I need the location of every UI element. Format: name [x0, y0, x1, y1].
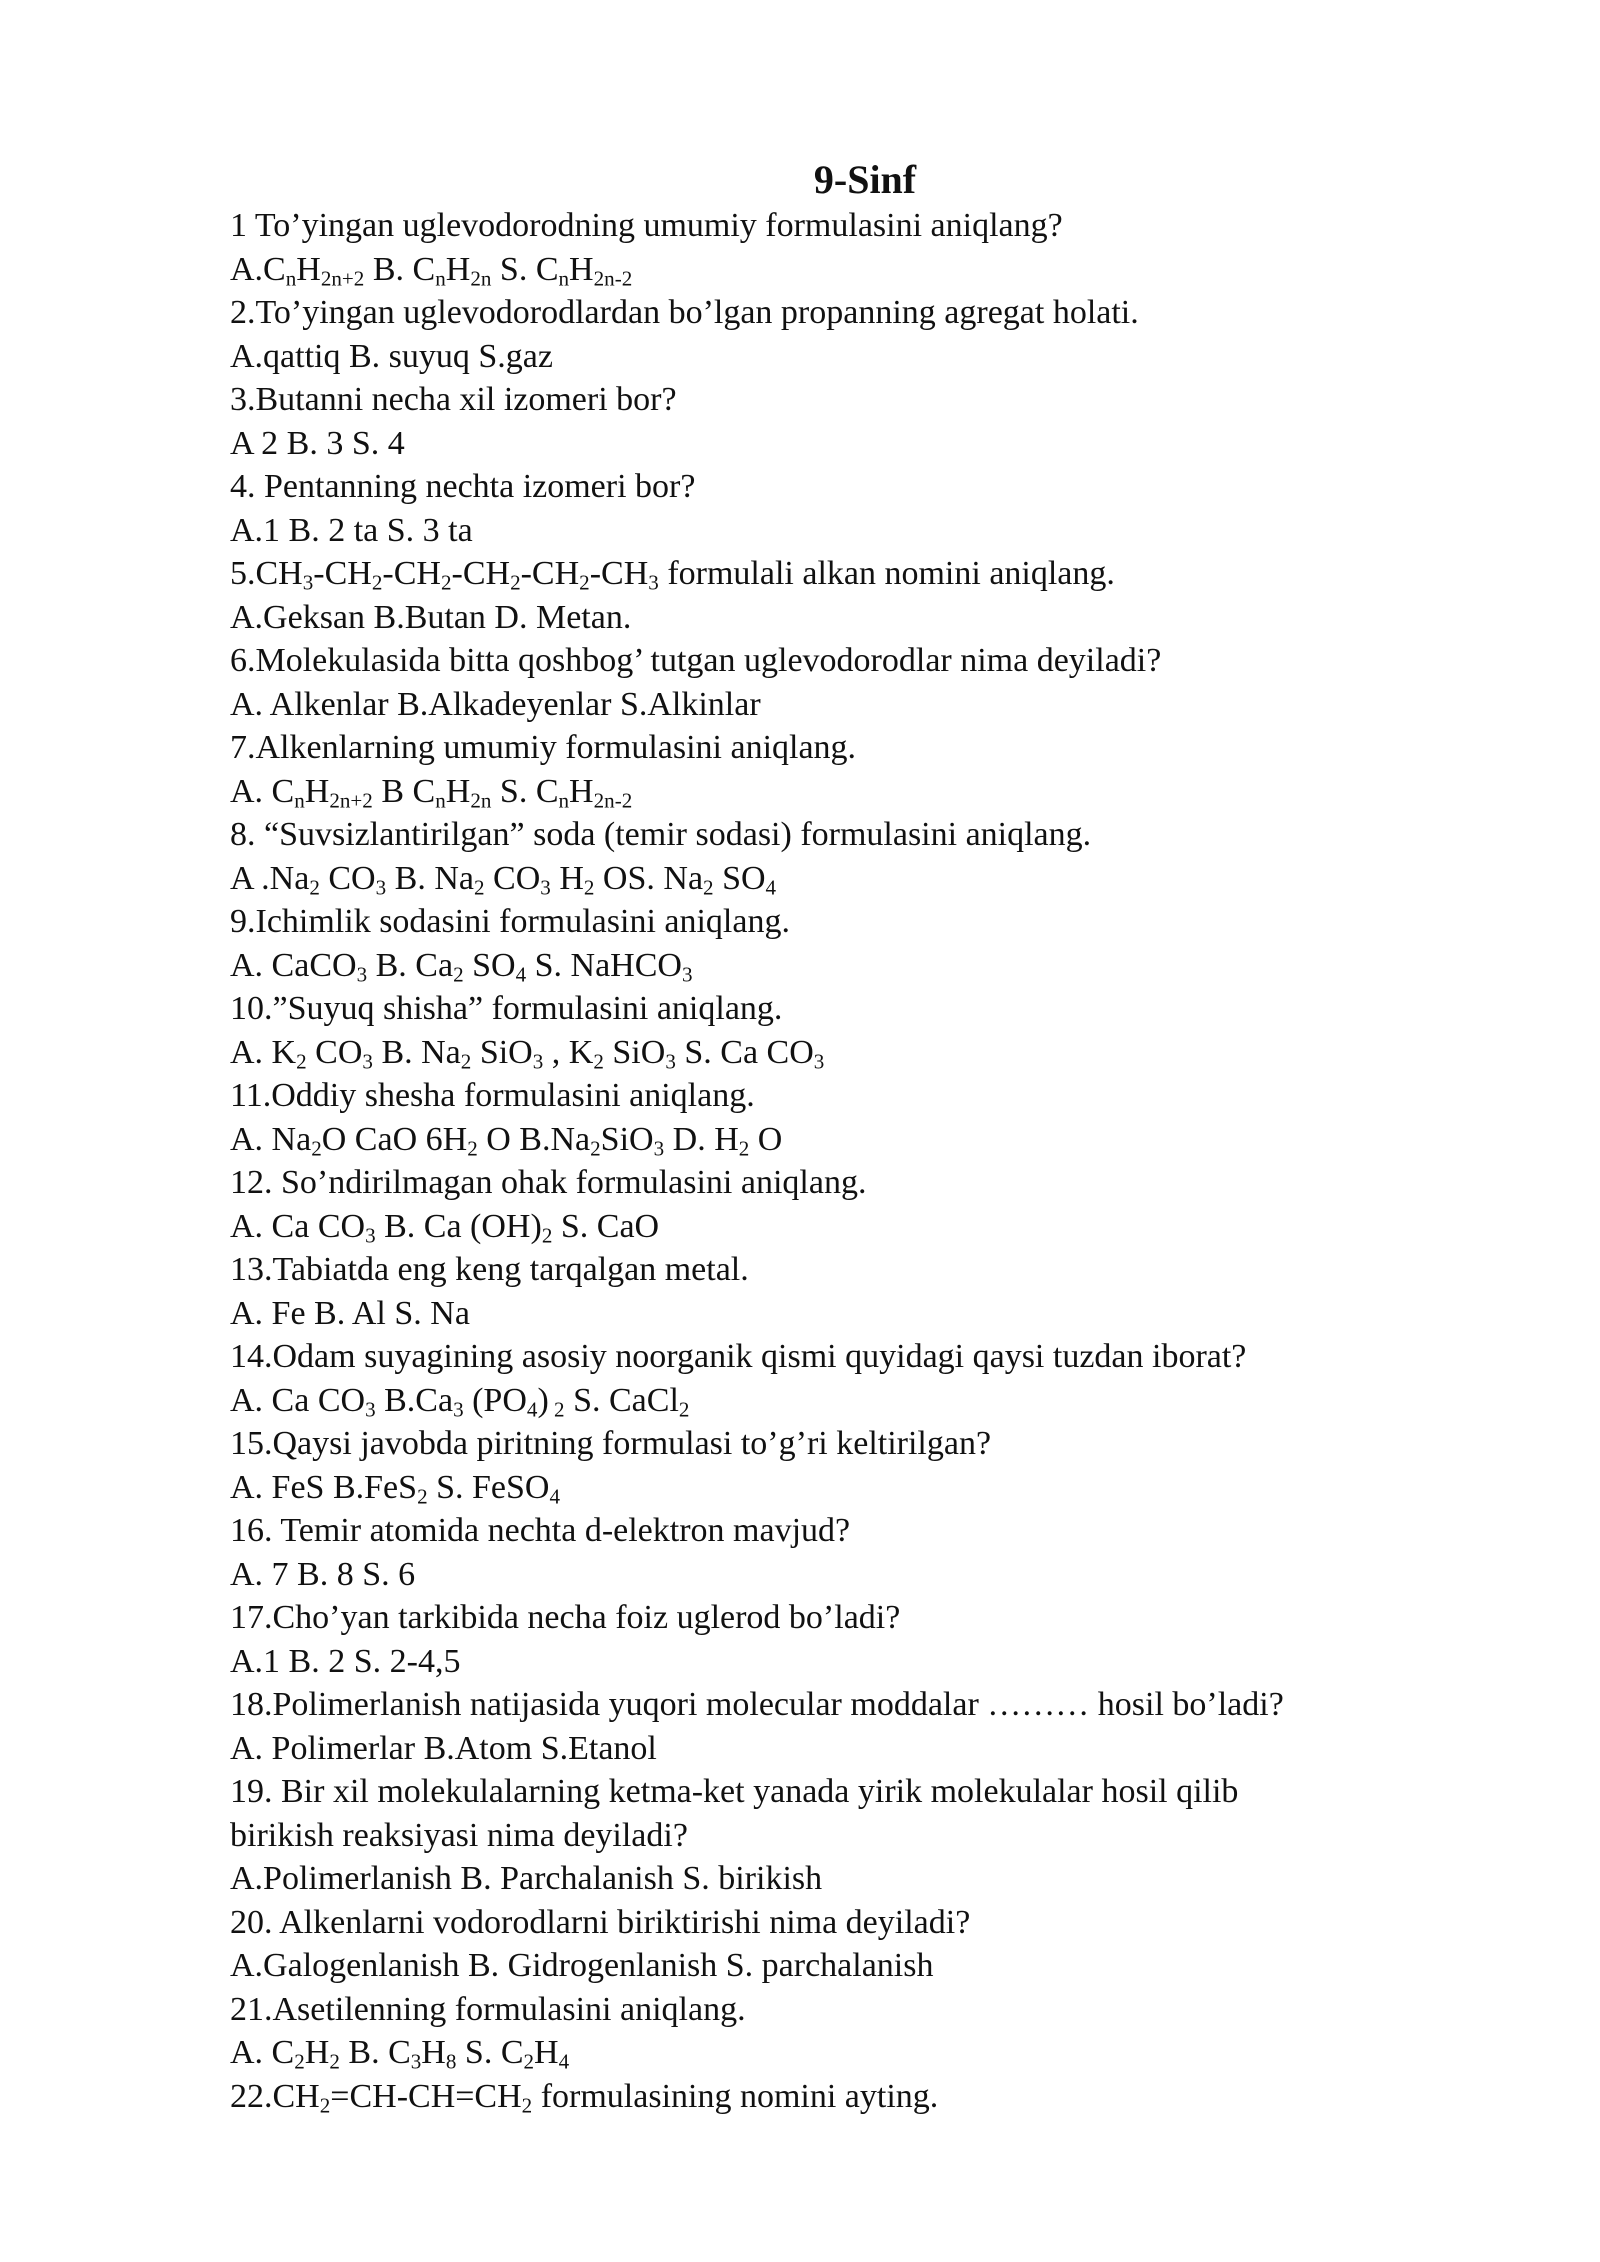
question-line: 2.To’yingan uglevodorodlardan bo’lgan propanning agregat holati.: [230, 294, 1139, 331]
answer-line: A. CaCO$_3$ B. $Ca_2$ $SO_4$ S. NaHCO$_3$: [230, 946, 693, 986]
question-line: 20. Alkenlarni vodorodlarni biriktirishi nima deyiladi?: [230, 1903, 971, 1941]
question-line: 15.Qaysi javobda piritning formulasi to’g’ri keltirilgan?: [230, 1425, 992, 1462]
answer-line: A.1 B. 2 ta S. 3 ta: [230, 511, 473, 549]
question-line: 21.Asetilenning formulasini aniqlang.: [230, 1990, 746, 2028]
question-line: 3.Butanni necha xil izomeri bor?: [230, 381, 677, 418]
answer-line: A. $Na_2O$ CaO $6H_2$ O $B.Na_2SiO_3$ D. $H_2$ O: [230, 1120, 783, 1160]
question-line: 11.Oddiy shesha formulasini aniqlang.: [230, 1077, 755, 1114]
answer-line: A. FeS B.FeS$_2$ S. FeSO$_4$: [230, 1468, 561, 1508]
answer-line: A. Polimerlar B.Atom S.Etanol: [230, 1729, 657, 1767]
answer-line: A.qattiq B. suyuq S.gaz: [230, 337, 553, 375]
question-line: 6.Molekulasida bitta qoshbog’ tutgan uglevodorodlar nima deyiladi?: [230, 642, 1162, 679]
answer-line: A.Galogenlanish B. Gidrogenlanish S. parchalanish: [230, 1947, 934, 1984]
page-title: 9-Sinf: [813, 157, 917, 202]
question-line: 14.Odam suyagining asosiy noorganik qismi quyidagi qaysi tuzdan iborat?: [230, 1338, 1247, 1375]
answer-line: A.Geksan B.Butan D. Metan.: [230, 598, 632, 636]
answer-line: A. 7 B. 8 S. 6: [230, 1555, 416, 1593]
question-line: 10.”Suyuq shisha” formulasini aniqlang.: [230, 990, 783, 1027]
answer-line: A.Polimerlanish B. Parchalanish S. birikish: [230, 1860, 823, 1897]
answer-line: A. Fe B. Al S. Na: [230, 1294, 470, 1332]
question-line: $22.CH_2=CH-CH=CH_2$ formulasining nomini ayting.: [230, 2077, 939, 2117]
answer-line: A. $C_2H_2$ B. $C_3H_8$ S. $C_2H_4$: [230, 2034, 570, 2074]
question-line: 12. So’ndirilmagan ohak formulasini aniqlang.: [230, 1164, 867, 1201]
answer-line: A. Alkenlar B.Alkadeyenlar S.Alkinlar: [230, 685, 761, 723]
question-line: 13.Tabiatda eng keng tarqalgan metal.: [230, 1251, 749, 1288]
answer-line: $A.C_nH_{2n+2}$ B. $C_nH_{2n}$ S. $C_nH_{2n-2}$: [230, 250, 633, 290]
question-line: 19. Bir xil molekulalarning ketma-ket yanada yirik molekulalar hosil qilib: [230, 1773, 1239, 1810]
answer-line: A $.Na_2$ $CO_3$ B. $Na_2$ $CO_3$ $H_2$ OS. $Na_2$ $SO_4$: [230, 859, 777, 899]
answer-line: birikish reaksiyasi nima deyiladi?: [230, 1816, 688, 1854]
answer-line: A. $C_nH_{2n+2}$ B $C_nH_{2n}$ S. $C_nH_{2n-2}$: [230, 772, 633, 812]
question-line: 17.Cho’yan tarkibida necha foiz uglerod bo’ladi?: [230, 1599, 901, 1636]
question-line: 18.Polimerlanish natijasida yuqori molecular moddalar ……… hosil bo’ladi?: [230, 1686, 1284, 1723]
question-line: 7.Alkenlarning umumiy formulasini aniqlang.: [230, 729, 857, 766]
question-line: 1 To’yingan uglevodorodning umumiy formulasini aniqlang?: [230, 207, 1063, 244]
answer-line: A. Ca $CO_3$ B. Ca $(OH)_2$ S. CaO: [230, 1207, 660, 1247]
question-line: $5.CH_3-CH_2-CH_2-CH_2-CH_2-CH_3$ formulali alkan nomini aniqlang.: [230, 555, 1115, 595]
answer-line: A.1 B. 2 S. 2-4,5: [230, 1642, 461, 1680]
question-line: 16. Temir atomida nechta d-elektron mavjud?: [230, 1512, 851, 1549]
answer-line: A 2 B. 3 S. 4: [230, 424, 405, 462]
question-line: 9.Ichimlik sodasini formulasini aniqlang.: [230, 903, 790, 940]
question-line: 4. Pentanning nechta izomeri bor?: [230, 468, 696, 505]
question-line: 8. “Suvsizlantirilgan” soda (temir sodasi) formulasini aniqlang.: [230, 816, 1092, 853]
answer-line: A. Ca $CO_3$ $B.Ca_3$ $(PO_4)$ $_2$ S. CaCl$_2$: [230, 1381, 690, 1421]
answer-line: A. $K_2$ $CO_3$ B. $Na_2$ SiO$_3$ , $K_2$ SiO$_3$ S. Ca $CO_3$: [230, 1033, 825, 1073]
